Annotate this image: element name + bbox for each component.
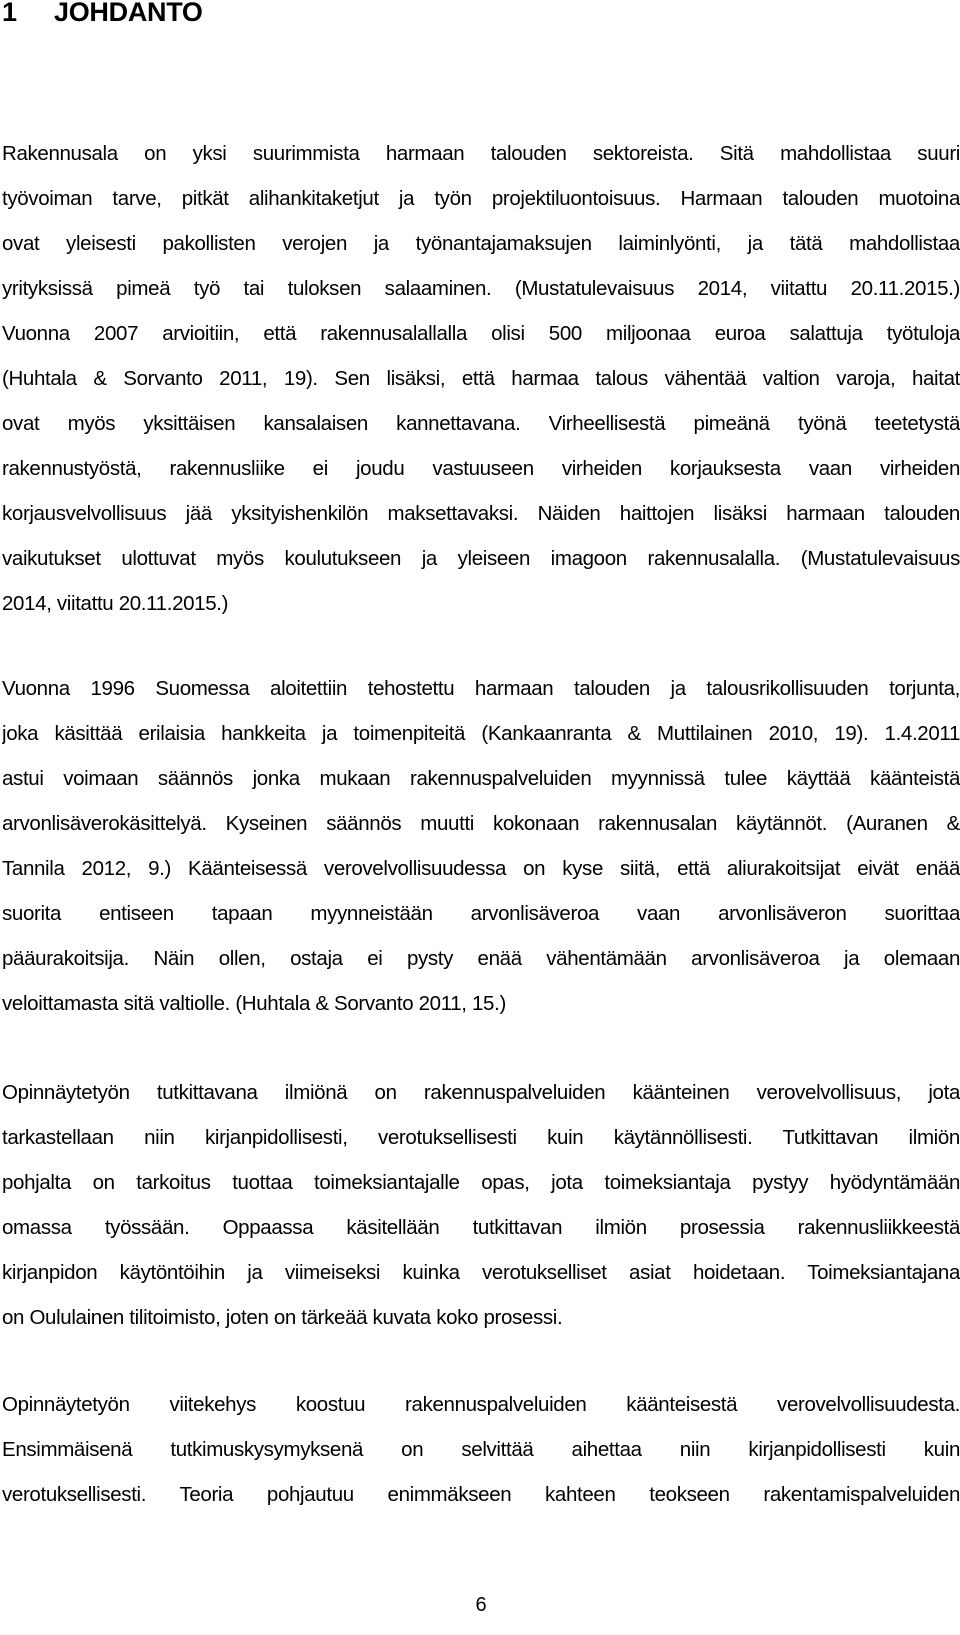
paragraph-4 [2, 1382, 960, 1517]
text-line: korjausvelvollisuus jää yksityishenkilön maksettavaksi. Näiden haittojen lisäksi harmaan talouden [2, 502, 960, 525]
text-line: Ensimmäisenä tutkimuskysymyksenä on selvittää aihettaa niin kirjanpidollisesti kuin [2, 1438, 960, 1461]
text-line: vaikutukset ulottuvat myös koulutukseen ja yleiseen imagoon rakennusalalla. (Mustatulevaisuus [2, 547, 960, 570]
text-line: Vuonna 2007 arvioitiin, että rakennusalallalla olisi 500 miljoonaa euroa salattuja työtuloja [2, 322, 960, 345]
text-line: on Oululainen tilitoimisto, joten on tärkeää kuvata koko prosessi. [2, 1306, 563, 1329]
text-line: astui voimaan säännös jonka mukaan rakennuspalveluiden myynnissä tulee käyttää käänteistä [2, 767, 960, 790]
text-line: omassa työssään. Oppaassa käsitellään tutkittavan ilmiön prosessia rakennusliikkeestä [2, 1216, 960, 1239]
chapter-title: JOHDANTO [54, 0, 203, 27]
text-line: (Huhtala & Sorvanto 2011, 19). Sen lisäksi, että harmaa talous vähentää valtion varoja, haitat [2, 367, 960, 390]
text-line: Vuonna 1996 Suomessa aloitettiin tehostettu harmaan talouden ja talousrikollisuuden torjunta, [2, 677, 960, 700]
paragraph-2 [2, 666, 960, 1026]
text-line: pääurakoitsija. Näin ollen, ostaja ei pysty enää vähentämään arvonlisäveroa ja olemaan [2, 947, 960, 970]
text-line: verotuksellisesti. Teoria pohjautuu enimmäkseen kahteen teokseen rakentamispalveluiden [2, 1483, 960, 1506]
text-line: tarkastellaan niin kirjanpidollisesti, verotuksellisesti kuin käytännöllisesti. Tutkittavan ilmiön [2, 1126, 960, 1149]
text-line: joka käsittää erilaisia hankkeita ja toimenpiteitä (Kankaanranta & Muttilainen 2010, 19). 1.4.2011 [2, 722, 960, 745]
text-line: rakennustyöstä, rakennusliike ei joudu vastuuseen virheiden korjauksesta vaan virheiden [2, 457, 960, 480]
paragraph-3 [2, 1070, 960, 1340]
chapter-heading [2, 0, 203, 30]
text-line: arvonlisäverokäsittelyä. Kyseinen säännös muutti kokonaan rakennusalan käytännöt. (Auranen & [2, 812, 960, 835]
text-line: Opinnäytetyön viitekehys koostuu rakennuspalveluiden käänteisestä verovelvollisuudesta. [2, 1393, 960, 1416]
text-line: veloittamasta sitä valtiolle. (Huhtala & Sorvanto 2011, 15.) [2, 992, 506, 1015]
text-line: 2014, viitattu 20.11.2015.) [2, 592, 229, 615]
text-line: Opinnäytetyön tutkittavana ilmiönä on rakennuspalveluiden käänteinen verovelvollisuus, jota [2, 1081, 960, 1104]
text-line: pohjalta on tarkoitus tuottaa toimeksiantajalle opas, jota toimeksiantaja pystyy hyödyntämään [2, 1171, 960, 1194]
text-line: työvoiman tarve, pitkät alihankitaketjut ja työn projektiluontoisuus. Harmaan talouden muotoina [2, 187, 960, 210]
text-line: ovat yleisesti pakollisten verojen ja työnantajamaksujen laiminlyönti, ja tätä mahdollistaa [2, 232, 960, 255]
text-line: Tannila 2012, 9.) Käänteisessä verovelvollisuudessa on kyse siitä, että aliurakoitsijat eivät enää [2, 857, 960, 880]
text-line: Rakennusala on yksi suurimmista harmaan talouden sektoreista. Sitä mahdollistaa suuri [2, 142, 960, 165]
page-number: 6 [475, 1594, 487, 1616]
chapter-number: 1 [2, 0, 17, 27]
paragraph-1 [2, 131, 960, 626]
text-line: ovat myös yksittäisen kansalaisen kannettavana. Virheellisestä pimeänä työnä teetetystä [2, 412, 960, 435]
text-line: kirjanpidon käytöntöihin ja viimeiseksi kuinka verotukselliset asiat hoidetaan. Toimeksiantajana [2, 1261, 960, 1284]
text-line: suorita entiseen tapaan myynneistään arvonlisäveroa vaan arvonlisäveron suorittaa [2, 902, 960, 925]
text-line: yrityksissä pimeä työ tai tuloksen salaaminen. (Mustatulevaisuus 2014, viitattu 20.11.2015.) [2, 277, 960, 300]
